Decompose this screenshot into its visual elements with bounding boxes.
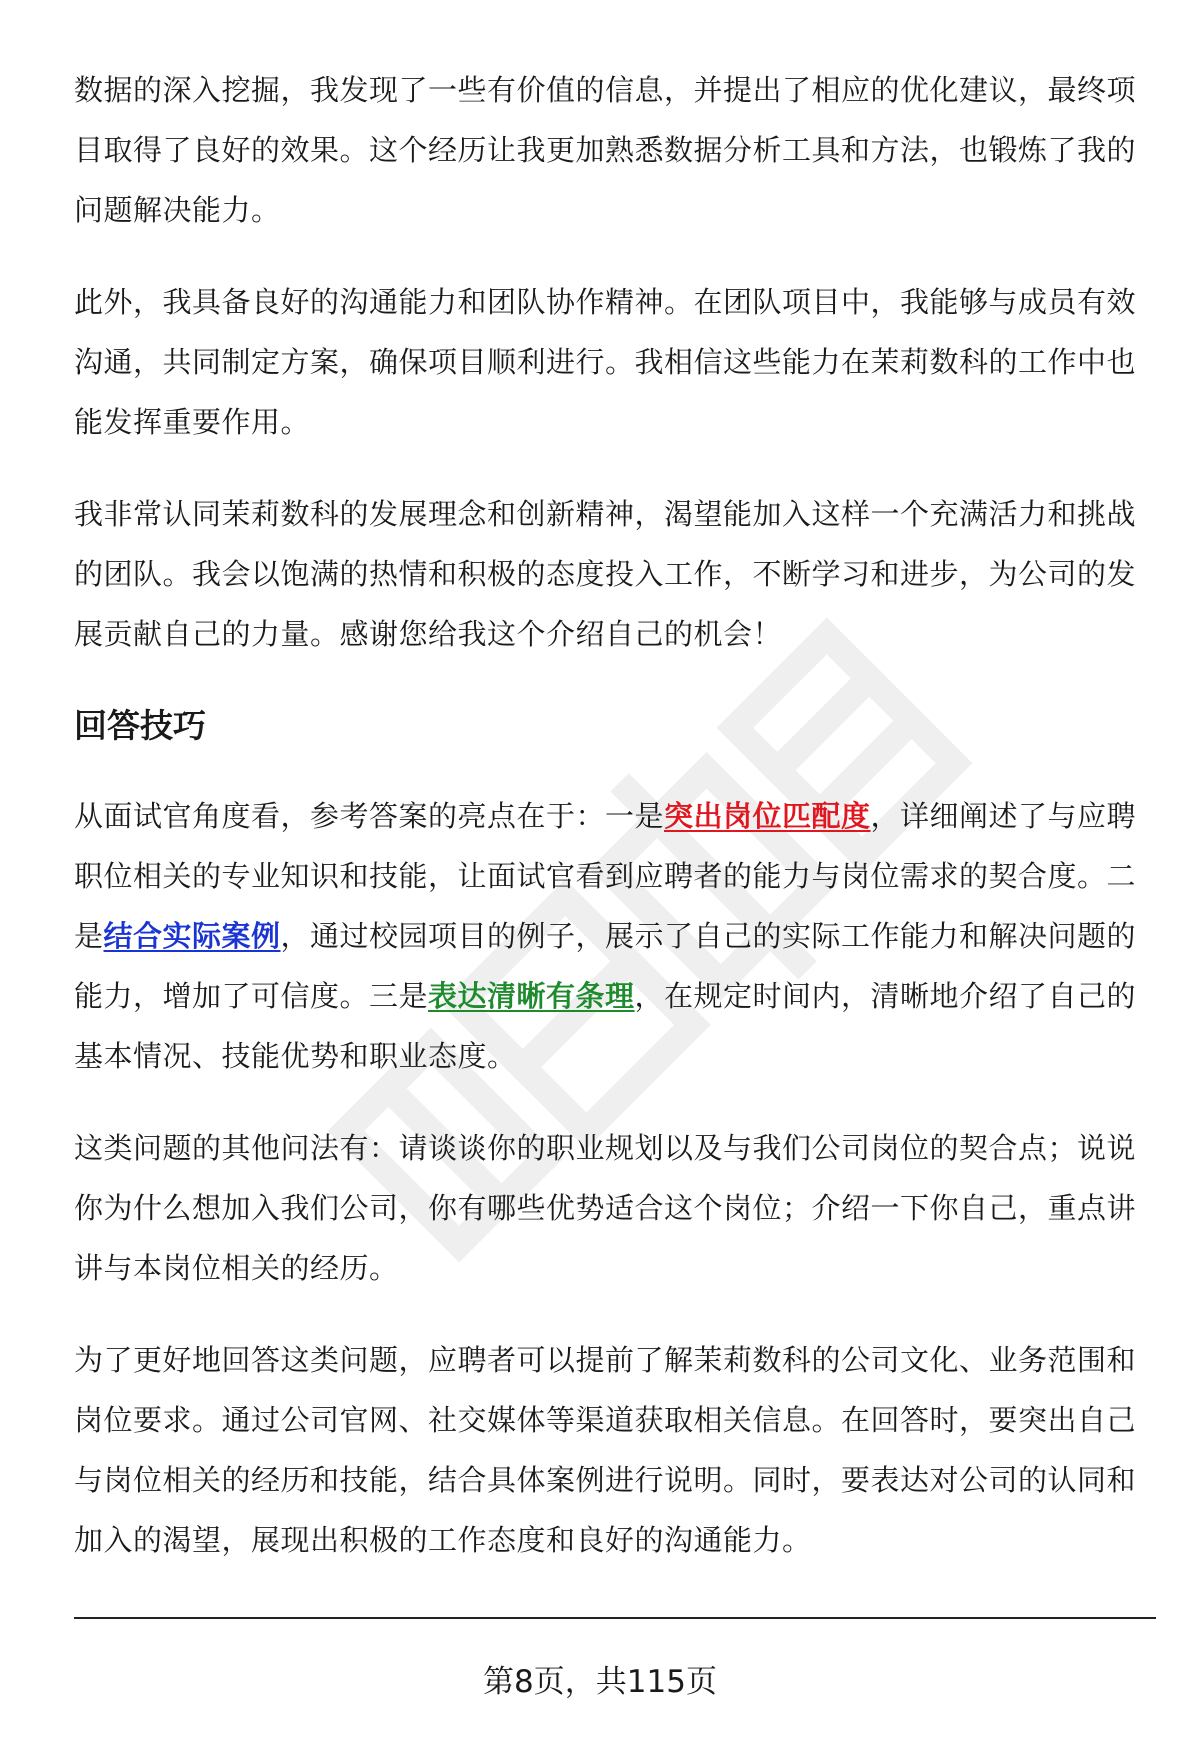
tips-text-part-3: ，通过校园项目的例子，展示了自己的实际工作能力和解决问题的能力，增加了可信度。三是 (74, 919, 1137, 1013)
other-questions-paragraph: 这类问题的其他问法有：请谈谈你的职业规划以及与我们公司岗位的契合点；说说你为什么想加入我们公司，你有哪些优势适合这个岗位；介绍一下你自己，重点讲讲与本岗位相关的经历。 (74, 1131, 1137, 1285)
highlight-real-cases: 结合实际案例 (103, 919, 281, 953)
document-body (74, 60, 1144, 1602)
footer-divider (74, 1617, 1156, 1619)
page-number: 第8页，共115页 (483, 1664, 717, 1700)
tips-paragraph (74, 786, 1144, 1086)
preparation-advice-paragraph: 为了更好地回答这类问题，应聘者可以提前了解茉莉数科的公司文化、业务范围和岗位要求。通过公司官网、社交媒体等渠道获取相关信息。在回答时，要突出自己与岗位相关的经历和技能，结合具体案例进行说明。同时，要表达对公司的认同和加入的渴望，展现出积极的工作态度和良好的沟通能力。 (74, 1343, 1137, 1557)
tips-text-part-2: ，详细阐述了与应聘职位相关的专业知识和技能，让面试官看到应聘者的能力与岗位需求的契合度。二是 (74, 799, 1137, 953)
highlight-clear-expression: 表达清晰有条理 (428, 979, 635, 1013)
highlight-job-match: 突出岗位匹配度 (664, 799, 871, 833)
tips-text-part-4: ，在规定时间内，清晰地介绍了自己的基本情况、技能优势和职业态度。 (74, 979, 1137, 1073)
body-paragraph-2: 此外，我具备良好的沟通能力和团队协作精神。在团队项目中，我能够与成员有效沟通，共同制定方案，确保项目顺利进行。我相信这些能力在茉莉数科的工作中也能发挥重要作用。 (74, 285, 1137, 439)
tips-text-part-1: 从面试官角度看，参考答案的亮点在于：一是 (74, 799, 665, 833)
body-paragraph-3: 我非常认同茉莉数科的发展理念和创新精神，渴望能加入这样一个充满活力和挑战的团队。我会以饱满的热情和积极的态度投入工作，不断学习和进步，为公司的发展贡献自己的力量。感谢您给我这个介绍自己的机会！ (74, 497, 1137, 651)
body-paragraph-1: 数据的深入挖掘，我发现了一些有价值的信息，并提出了相应的优化建议，最终项目取得了良好的效果。这个经历让我更加熟悉数据分析工具和方法，也锻炼了我的问题解决能力。 (74, 73, 1137, 227)
section-heading: 回答技巧 (74, 706, 206, 745)
